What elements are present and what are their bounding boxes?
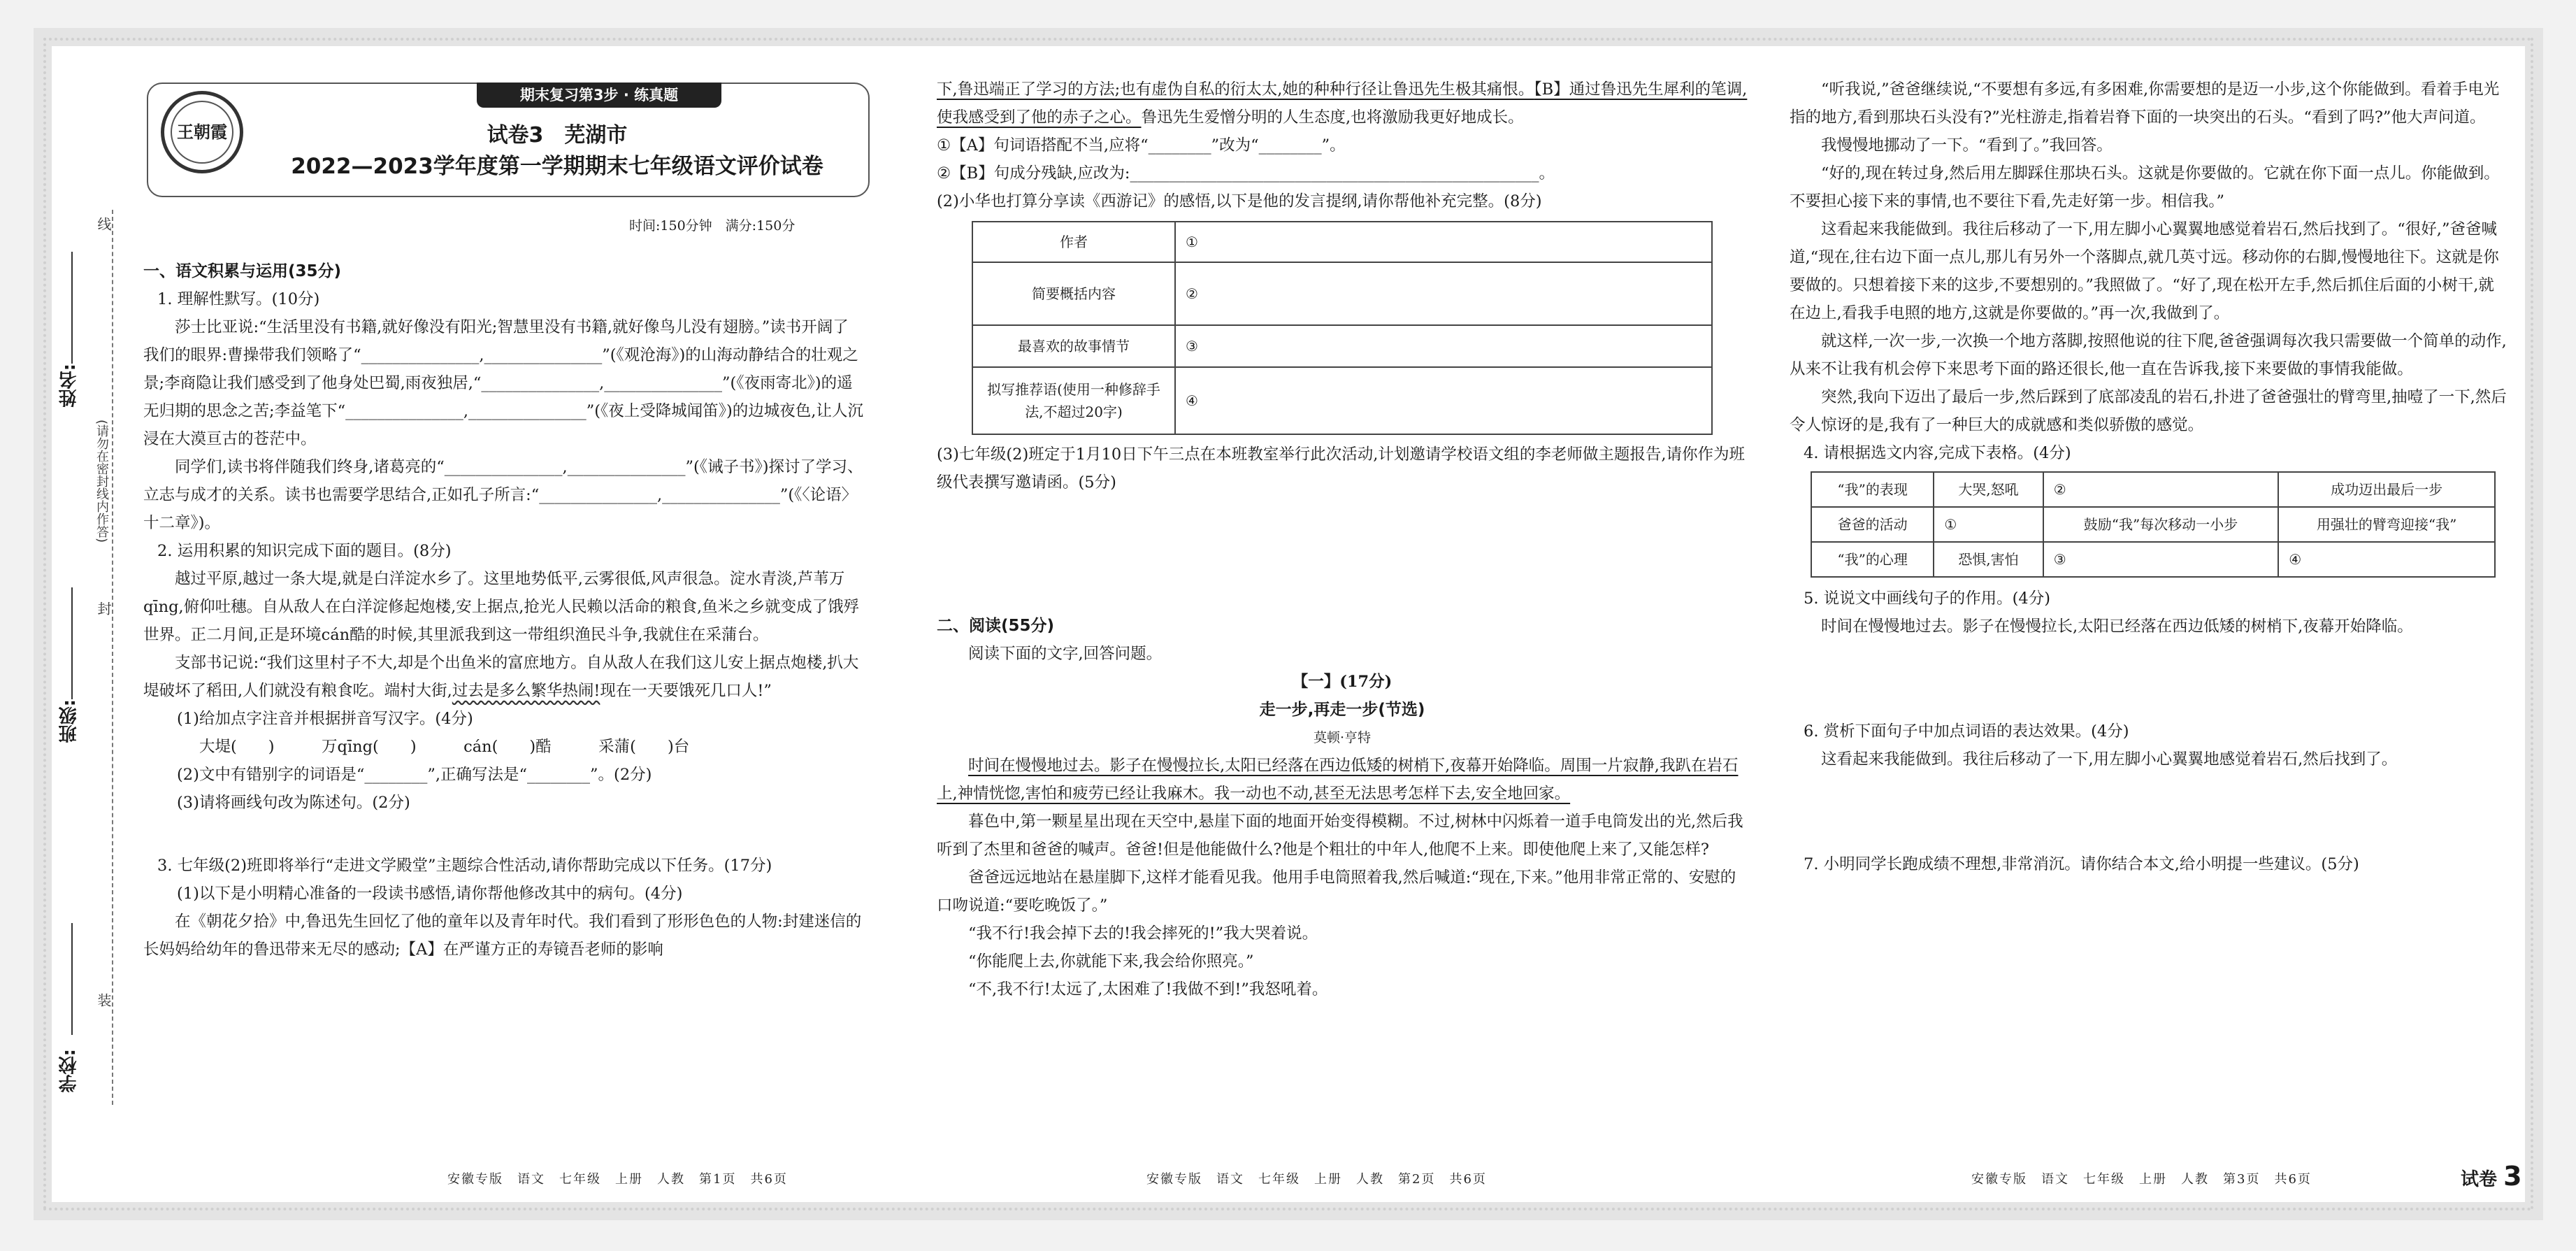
binding-margin xyxy=(50,210,113,1105)
passage-2-start: 支部书记说:“我们这里村子不大,却是个出鱼米的富庶地方。自从敌人在我们这儿安上据点炮楼,扒大堤破坏了稻田,人们就没有粮食吃。端村大街, xyxy=(143,654,859,700)
column-page-3 xyxy=(1790,76,2510,878)
question-2: 2. 运用积累的知识完成下面的题目。(8分) xyxy=(157,542,452,560)
class-blank xyxy=(71,587,73,699)
margin-line-mark: 线 xyxy=(95,217,112,231)
t4-r1-c3[interactable]: ② xyxy=(2043,472,2279,507)
question-2-1: (1)给加点字注音并根据拼音写汉字。(4分) xyxy=(177,710,473,728)
section-1-heading: 一、语文积累与运用(35分) xyxy=(143,262,342,280)
q3-text-cont-a: 下,鲁迅端正了学习的方法;也有虚伪自私的衍太太,她的种种行径让鲁迅先生极其痛恨。 xyxy=(937,80,1534,99)
table-blank-1[interactable]: ① xyxy=(1175,222,1712,262)
review-step-banner: 期末复习第3步 · 练真题 xyxy=(477,83,721,108)
exam-title: 试卷3 芜湖市 xyxy=(487,123,628,148)
name-blank xyxy=(71,252,73,364)
reading-part-1: 【一】(17分) xyxy=(1292,673,1393,691)
story-para-3: 爸爸远远地站在悬崖脚下,这样才能看见我。他用手电筒照着我,然后喊道:“现在,下来。”他用非常正常的、安慰的口吻说道:“要吃晚饭了。” xyxy=(937,868,1736,915)
section-2-heading: 二、阅读(55分) xyxy=(937,617,1055,635)
t4-r2-c3: 鼓励“我”每次移动一小步 xyxy=(2043,507,2279,542)
table-label-plot: 最喜欢的故事情节 xyxy=(972,325,1175,367)
time-and-score: 时间:150分钟 满分:150分 xyxy=(629,218,796,234)
t4-r1-c2: 大哭,怒吼 xyxy=(1934,472,2043,507)
q3-3: (3)七年级(2)班定于1月10日下午三点在本班教室举行此次活动,计划邀请学校语文组的李老师做主题报告,请你作为班级代表撰写邀请函。(5分) xyxy=(937,445,1745,492)
question-2-3: (3)请将画线句改为陈述句。(2分) xyxy=(177,794,410,812)
margin-seal-mark: 封 xyxy=(95,601,112,615)
answer-space xyxy=(143,817,863,852)
question-6-text: 这看起来我能做到。我往后移动了一下,用左脚小心翼翼地感觉着岩石,然后找到了。 xyxy=(1821,750,2398,769)
q3-2: (2)小华也打算分享读《西游记》的感悟,以下是他的发言提纲,请你帮他补充完整。(8分) xyxy=(937,192,1542,210)
t4-r1-c1: “我”的表现 xyxy=(1811,472,1934,507)
question-5-text: 时间在慢慢地过去。影子在慢慢拉长,太阳已经落在西边低矮的树梢下,夜幕开始降临。 xyxy=(1821,617,2413,636)
passage-2-end: 现在一天要饿死几口人!” xyxy=(600,682,772,700)
margin-note: (请勿在密封线内作答) xyxy=(94,420,109,543)
footer-page-3: 安徽专版 语文 七年级 上册 人教 第3页 共6页 xyxy=(1971,1172,2312,1187)
publisher-logo xyxy=(161,91,243,173)
underlined-sentence: 过去是多么繁华热闹! xyxy=(452,682,600,700)
story-summary-table xyxy=(1811,471,2496,578)
t4-r3-c1: “我”的心理 xyxy=(1811,542,1934,577)
story-para-7: “听我说,”爸爸继续说,“不要想有多远,有多困难,你需要想的是迈一小步,这个你能做到。看着手电光指的地方,看到那块石头没有?”光柱游走,指着岩脊下面的一块突出的石头。“看到了吗?”他大声问道。 xyxy=(1790,80,2500,127)
margin-binding-mark: 装 xyxy=(95,993,112,1007)
story-para-5: “你能爬上去,你就能下来,我会给你照亮。” xyxy=(968,952,1254,971)
paper-number xyxy=(2461,1161,2522,1192)
question-3-1-text: 在《朝花夕拾》中,鲁迅先生回忆了他的童年以及青年时代。我们看到了形形色色的人物:封建迷信的长妈妈给幼年的鲁迅带来无尽的感动;【A】在严谨方正的寿镜吾老师的影响 xyxy=(143,913,862,959)
school-label: 学校: xyxy=(59,1049,80,1093)
question-4: 4. 请根据选文内容,完成下表格。(4分) xyxy=(1804,444,2071,462)
table-blank-4[interactable]: ④ xyxy=(1175,367,1712,434)
q3-text-cont-c: 鲁迅先生爱憎分明的人生态度,也将激励我更好地成长。 xyxy=(1141,108,1524,127)
q3-item-2: ②【B】句成分残缺,应改为:____________________________________________________。 xyxy=(937,164,1555,183)
table-blank-2[interactable]: ② xyxy=(1175,262,1712,325)
question-1-text: 莎士比亚说:“生活里没有书籍,就好像没有阳光;智慧里没有书籍,就好像鸟儿没有翅膀。”读书开阔了我们的眼界:曹操带我们领略了“_______________,_______________”(《观沧海》)的山海动静结合的壮观之景;李商隐让我们感受到了他身处巴蜀,雨夜独居,“_______________,_______________”(《夜雨寄北》)的遥无归期的思念之苦;李益笔下“_______________,_______________”(《夜上受降城闻笛》)的边城夜色,让人沉浸在大漠亘古的苍茫中。 xyxy=(143,318,863,448)
seal-dashed-line xyxy=(112,210,113,1105)
table-label-recommend: 拟写推荐语(使用一种修辞手法,不超过20字) xyxy=(972,367,1175,434)
story-para-11: 就这样,一次一步,一次换一个地方落脚,按照他说的往下爬,爸爸强调每次我只需要做一个简单的动作,从来不让我有机会停下来思考下面的路还很长,他一直在告诉我,接下来要做的事情我能做。 xyxy=(1790,332,2507,378)
q3-item-1: ①【A】句词语搭配不当,应将“________”改为“________”。 xyxy=(937,136,1346,155)
story-title: 走一步,再走一步(节选) xyxy=(1259,701,1425,719)
footer-page-2: 安徽专版 语文 七年级 上册 人教 第2页 共6页 xyxy=(1146,1172,1487,1187)
paper-label: 试卷 xyxy=(2461,1169,2498,1190)
story-para-10: 这看起来我能做到。我往后移动了一下,用左脚小心翼翼地感觉着岩石,然后找到了。“很好,”爸爸喊道,“现在,往右边下面一点儿,那儿有另外一个落脚点,就几英寸远。移动你的右脚,慢慢地往下。这就是你要做的。只想着接下来的这步,不要想别的。”我照做了。“好了,现在松开左手,然后抓住后面的小树干,就在边上,看我手电照的地方,这就是你要做的。”再一次,我做到了。 xyxy=(1790,220,2499,322)
answer-space-q5 xyxy=(1790,641,2510,717)
publisher-logo-text: 王朝霞 xyxy=(171,101,233,164)
column-page-1 xyxy=(143,257,863,964)
xiyouji-outline-table xyxy=(972,221,1713,435)
story-para-1: 时间在慢慢地过去。影子在慢慢拉长,太阳已经落在西边低矮的树梢下,夜幕开始降临。周围一片寂静,我趴在岩石上,神情恍惚,害怕和疲劳已经让我麻木。我一动也不动,甚至无法思考怎样下去,安全地回家。 xyxy=(937,757,1739,803)
t4-r1-c4: 成功迈出最后一步 xyxy=(2278,472,2495,507)
school-blank xyxy=(71,923,73,1035)
table-label-author: 作者 xyxy=(972,222,1175,262)
t4-r2-c2[interactable]: ① xyxy=(1934,507,2043,542)
question-3: 3. 七年级(2)班即将举行“走进文学殿堂”主题综合性活动,请你帮助完成以下任务。(17分) xyxy=(157,857,772,875)
name-label: 姓名: xyxy=(59,364,80,408)
story-para-12: 突然,我向下迈出了最后一步,然后踩到了底部凌乱的岩石,扑进了爸爸强壮的臂弯里,抽噎了一下,然后令人惊讶的是,我有了一种巨大的成就感和类似骄傲的感觉。 xyxy=(1790,388,2507,434)
t4-r3-c3[interactable]: ③ xyxy=(2043,542,2279,577)
footer-page-1: 安徽专版 语文 七年级 上册 人教 第1页 共6页 xyxy=(447,1172,788,1187)
story-para-6: “不,我不行!太远了,太困难了!我做不到!”我怒吼着。 xyxy=(968,980,1328,999)
story-para-9: “好的,现在转过身,然后用左脚踩住那块石头。这就是你要做的。它就在你下面一点儿。你能做到。不要担心接下来的事情,也不要往下看,先走好第一步。相信我。” xyxy=(1790,164,2500,210)
reading-intro: 阅读下面的文字,回答问题。 xyxy=(968,645,1163,663)
exam-subtitle: 2022—2023学年度第一学期期末七年级语文评价试卷 xyxy=(291,154,823,179)
question-5: 5. 说说文中画线句子的作用。(4分) xyxy=(1804,589,2050,608)
question-1: 1. 理解性默写。(10分) xyxy=(157,290,320,308)
q3-text-cont-b: 【B】通过鲁迅先生犀利的笔调,使我感受到了他的赤子之心。 xyxy=(937,80,1748,127)
story-para-4: “我不行!我会掉下去的!我会摔死的!”我大哭着说。 xyxy=(968,924,1318,943)
class-label: 班级: xyxy=(59,699,80,743)
story-author: 莫顿·亨特 xyxy=(1313,730,1372,745)
question-7: 7. 小明同学长跑成绩不理想,非常消沉。请你结合本文,给小明提一些建议。(5分) xyxy=(1804,855,2359,873)
table-blank-3[interactable]: ③ xyxy=(1175,325,1712,367)
exam-header xyxy=(147,83,870,197)
t4-r3-c2: 恐惧,害怕 xyxy=(1934,542,2043,577)
question-6: 6. 赏析下面句子中加点词语的表达效果。(4分) xyxy=(1804,722,2129,741)
t4-r2-c4: 用强壮的臂弯迎接“我” xyxy=(2278,507,2495,542)
question-2-passage-2 xyxy=(143,649,863,705)
story-para-2: 暮色中,第一颗星星出现在天空中,悬崖下面的地面开始变得模糊。不过,树林中闪烁着一道手电筒发出的光,然后我听到了杰里和爸爸的喊声。爸爸!但是他能做什么?他是个粗壮的中年人,他爬不上来。即使他爬上来了,又能怎样? xyxy=(937,813,1743,859)
question-3-1: (1)以下是小明精心准备的一段读书感悟,请你帮他修改其中的病句。(4分) xyxy=(177,885,683,903)
t4-r3-c4[interactable]: ④ xyxy=(2278,542,2495,577)
answer-space-q6 xyxy=(1790,773,2510,850)
question-2-2: (2)文中有错别字的词语是“________”,正确写法是“________”。(2分) xyxy=(177,766,652,784)
column-page-2 xyxy=(937,76,1748,1003)
paper-num: 3 xyxy=(2503,1161,2522,1192)
table-label-summary: 简要概括内容 xyxy=(972,262,1175,325)
question-1-text-2: 同学们,读书将伴随我们终身,诸葛亮的“_______________,_______________”(《诫子书》)探讨了学习、立志与成才的关系。读书也需要学思结合,正如孔子所言:“_______________,_______________”(《〈论语〉十二章》)。 xyxy=(143,458,863,532)
answer-space-invitation xyxy=(937,496,1748,612)
story-para-8: 我慢慢地挪动了一下。“看到了。”我回答。 xyxy=(1821,136,2113,155)
question-2-passage: 越过平原,越过一条大堤,就是白洋淀水乡了。这里地势低平,云雾很低,风声很急。淀水青淡,芦苇万qīng,俯仰吐穗。自从敌人在白洋淀修起炮楼,安上据点,抢光人民赖以活命的粮食,鱼米之乡就变成了饿殍世界。正二月间,正是环境cán酷的时候,其里派我到这一带组织渔民斗争,我就住在采蒲台。 xyxy=(143,570,860,644)
question-2-1-items: 大堤( ) 万qīng( ) cán( )酷 采蒲( )台 xyxy=(199,738,690,756)
t4-r2-c1: 爸爸的活动 xyxy=(1811,507,1934,542)
